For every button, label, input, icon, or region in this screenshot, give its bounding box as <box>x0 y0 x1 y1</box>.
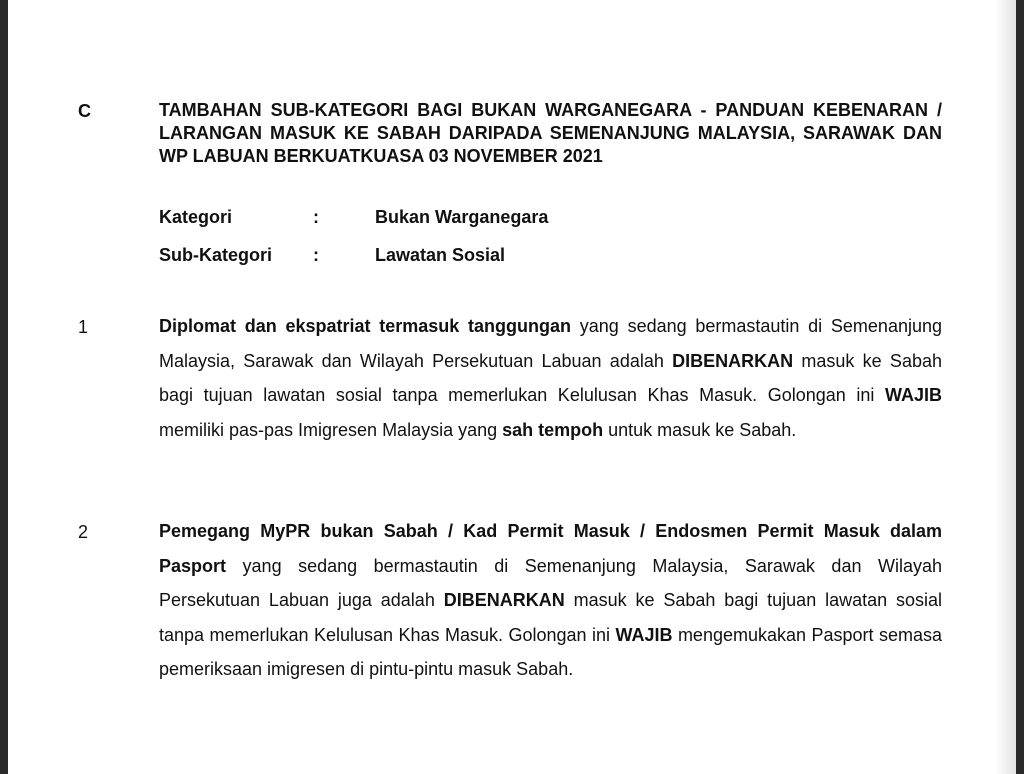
body-text: masuk ke Sabah bagi tujuan lawatan sosial tanpa memerlukan Kelulusan Khas Masuk. Golongan ini <box>159 350 942 405</box>
document-page <box>8 0 1016 774</box>
meta-colon: : <box>313 245 319 265</box>
emphasis-text: sah tempoh <box>502 419 604 440</box>
page-edge-shadow <box>994 0 1016 774</box>
emphasis-text: DIBENARKAN <box>443 590 565 610</box>
meta-label: Kategori <box>159 207 233 227</box>
body-text: mengemukakan Pasport semasa pemeriksaan imigresen di pintu-pintu masuk Sabah. <box>159 624 942 679</box>
item-paragraph <box>159 309 942 447</box>
emphasis-text: WAJIB <box>615 624 673 645</box>
body-text: untuk masuk ke Sabah. <box>603 419 797 440</box>
body-text: yang sedang bermastautin di Semenanjung Malaysia, Sarawak dan Wilayah Persekutuan Labuan adalah <box>159 316 942 371</box>
item-paragraph <box>159 514 942 687</box>
item-number: 1 <box>78 317 89 337</box>
body-text: yang sedang bermastautin di Semenanjung Malaysia, Sarawak dan Wilayah Persekutuan Labuan juga adalah <box>159 555 942 610</box>
emphasis-text: Diplomat dan ekspatriat termasuk tanggungan <box>159 316 572 336</box>
section-heading: TAMBAHAN SUB-KATEGORI BAGI BUKAN WARGANEGARA - PANDUAN KEBENARAN / LARANGAN MASUK KE SABAH DARIPADA SEMENANJUNG MALAYSIA, SARAWAK DAN WP LABUAN BERKUATKUASA 03 NOVEMBER 2021 <box>159 100 942 166</box>
emphasis-text: DIBENARKAN <box>672 350 794 371</box>
meta-label: Sub-Kategori <box>159 245 273 265</box>
meta-colon: : <box>313 207 319 227</box>
body-text: masuk ke Sabah bagi tujuan lawatan sosial tanpa memerlukan Kelulusan Khas Masuk. Golongan ini <box>159 590 943 645</box>
meta-value: Bukan Warganegara <box>375 207 549 227</box>
emphasis-text: WAJIB <box>884 385 942 405</box>
emphasis-text: Pemegang MyPR bukan Sabah / Kad Permit Masuk / Endosmen Permit Masuk dalam Pasport <box>159 521 942 576</box>
item-number: 2 <box>78 522 89 542</box>
meta-value: Lawatan Sosial <box>375 245 506 265</box>
section-letter: C <box>78 101 91 121</box>
body-text: memiliki pas-pas Imigresen Malaysia yang <box>159 419 503 440</box>
